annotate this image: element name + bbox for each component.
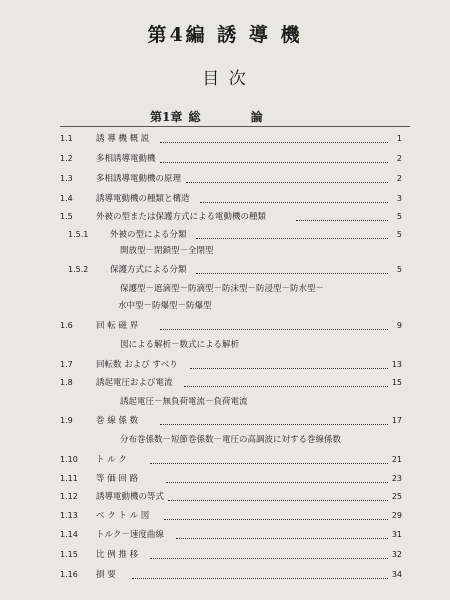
leader-dots xyxy=(296,219,388,221)
entry-number: 1.4 xyxy=(60,194,73,203)
entry-title: 比 例 推 移 xyxy=(96,550,139,560)
entry-detail xyxy=(0,432,450,448)
entry-detail xyxy=(0,281,450,297)
entry-number: 1.9 xyxy=(60,416,73,425)
detail-text: 誘起電圧－無負荷電流－負荷電流 xyxy=(120,397,248,407)
entry-detail xyxy=(0,394,450,410)
entry-number: 1.12 xyxy=(60,492,78,501)
leader-dots xyxy=(164,518,388,520)
toc-entry[interactable] xyxy=(0,318,450,334)
leader-dots xyxy=(190,367,388,369)
leader-dots xyxy=(160,141,388,143)
leader-dots xyxy=(160,423,388,425)
toc-entry[interactable] xyxy=(0,508,450,524)
entry-title: ベ ク ト ル 図 xyxy=(96,511,150,521)
leader-dots xyxy=(150,557,388,559)
toc-entry[interactable] xyxy=(0,547,450,563)
detail-text: 水中型－防爆型－防爆型 xyxy=(118,301,212,311)
toc-entry[interactable] xyxy=(0,171,450,187)
leader-dots xyxy=(196,237,388,239)
entry-page: 23 xyxy=(391,474,402,483)
entry-title: 多相誘導電動機の原理 xyxy=(96,174,182,184)
entry-title: ト ル ク xyxy=(96,455,127,465)
toc-entry[interactable] xyxy=(0,357,450,373)
entry-number: 1.5.2 xyxy=(68,265,89,274)
leader-dots xyxy=(176,537,388,539)
leader-dots xyxy=(200,201,388,203)
entry-page: 15 xyxy=(391,378,402,387)
entry-number: 1.15 xyxy=(60,550,78,559)
entry-page: 31 xyxy=(391,530,402,539)
entry-number: 1.10 xyxy=(60,455,78,464)
entry-page: 32 xyxy=(391,550,402,559)
entry-detail xyxy=(0,298,450,314)
chapter-word-1: 総 xyxy=(188,110,201,124)
entry-title: 等 価 回 路 xyxy=(96,474,139,484)
entry-number: 1.7 xyxy=(60,360,73,369)
entry-page: 17 xyxy=(391,416,402,425)
entry-title: 誘起電圧および電流 xyxy=(96,378,173,388)
toc-entry[interactable] xyxy=(0,471,450,487)
entry-title: 誘導電動機の等式 xyxy=(96,492,165,502)
entry-detail xyxy=(0,337,450,353)
leader-dots xyxy=(168,499,388,501)
part-title: 第4編 誘 導 機 xyxy=(147,24,303,46)
toc-entry[interactable] xyxy=(0,209,450,225)
entry-page: 13 xyxy=(391,360,402,369)
leader-dots xyxy=(196,272,388,274)
entry-number: 1.11 xyxy=(60,474,78,483)
entry-title: 外被の型または保護方式による電動機の種類 xyxy=(96,212,267,222)
leader-dots xyxy=(150,462,388,464)
toc-entry[interactable] xyxy=(0,489,450,505)
leader-dots xyxy=(160,328,388,330)
toc-entry[interactable] xyxy=(0,375,450,391)
entry-page: 29 xyxy=(391,511,402,520)
entry-page: 25 xyxy=(391,492,402,501)
toc-entry[interactable] xyxy=(0,191,450,207)
detail-text: 分布巻係数－短節巻係数－電圧の高調波に対する巻線係数 xyxy=(120,435,342,445)
entry-number: 1.3 xyxy=(60,174,73,183)
entry-title: 外被の型による分類 xyxy=(110,230,187,240)
entry-number: 1.5 xyxy=(60,212,73,221)
entry-title: 損 要 xyxy=(96,570,116,580)
entry-number: 1.16 xyxy=(60,570,78,579)
entry-page: 9 xyxy=(396,321,402,330)
entry-title: 回転数 および すべり xyxy=(96,360,178,370)
leader-dots xyxy=(132,577,388,579)
toc-entry[interactable] xyxy=(0,413,450,429)
toc-title: 目 次 xyxy=(202,69,248,89)
chapter-number: 第1章 xyxy=(150,110,183,124)
entry-page: 5 xyxy=(396,212,402,221)
entry-number: 1.5.1 xyxy=(68,230,89,239)
entry-page: 5 xyxy=(396,230,402,239)
toc-entry[interactable] xyxy=(0,151,450,167)
entry-title: 誘導電動機の種類と構造 xyxy=(96,194,190,204)
toc-entry[interactable] xyxy=(0,131,450,147)
leader-dots xyxy=(160,161,388,163)
leader-dots xyxy=(166,481,388,483)
detail-text: 図による解析－数式による解析 xyxy=(120,340,240,350)
chapter-word-2: 論 xyxy=(250,110,263,124)
entry-page: 5 xyxy=(396,265,402,274)
entry-title: 多相誘導電動機 xyxy=(96,154,156,164)
entry-page: 2 xyxy=(396,154,402,163)
toc-entry[interactable] xyxy=(0,227,450,243)
entry-title: 保護方式による分類 xyxy=(110,265,187,275)
toc-entry[interactable] xyxy=(0,452,450,468)
toc-entry[interactable] xyxy=(0,567,450,583)
entry-title: 回 転 磁 界 xyxy=(96,321,139,331)
entry-number: 1.14 xyxy=(60,530,78,539)
entry-page: 1 xyxy=(396,134,402,143)
entry-number: 1.6 xyxy=(60,321,73,330)
detail-text: 保護型－遮滴型－防滴型－防沫型－防浸型－防水型－ xyxy=(120,284,325,294)
detail-text: 開放型－閉鎖型－全閉型 xyxy=(120,246,214,256)
entry-detail xyxy=(0,243,450,259)
entry-title: 巻 線 係 数 xyxy=(96,416,139,426)
entry-number: 1.8 xyxy=(60,378,73,387)
entry-page: 2 xyxy=(396,174,402,183)
entry-title: トルク－速度曲線 xyxy=(96,530,164,540)
toc-entry[interactable] xyxy=(0,262,450,278)
entry-title: 誘 導 機 概 説 xyxy=(96,134,150,144)
entry-page: 21 xyxy=(391,455,402,464)
leader-dots xyxy=(186,181,388,183)
leader-dots xyxy=(184,385,388,387)
entry-number: 1.1 xyxy=(60,134,73,143)
entry-page: 3 xyxy=(396,194,402,203)
entry-number: 1.2 xyxy=(60,154,73,163)
entry-number: 1.13 xyxy=(60,511,78,520)
entry-page: 34 xyxy=(391,570,402,579)
toc-entry[interactable] xyxy=(0,527,450,543)
